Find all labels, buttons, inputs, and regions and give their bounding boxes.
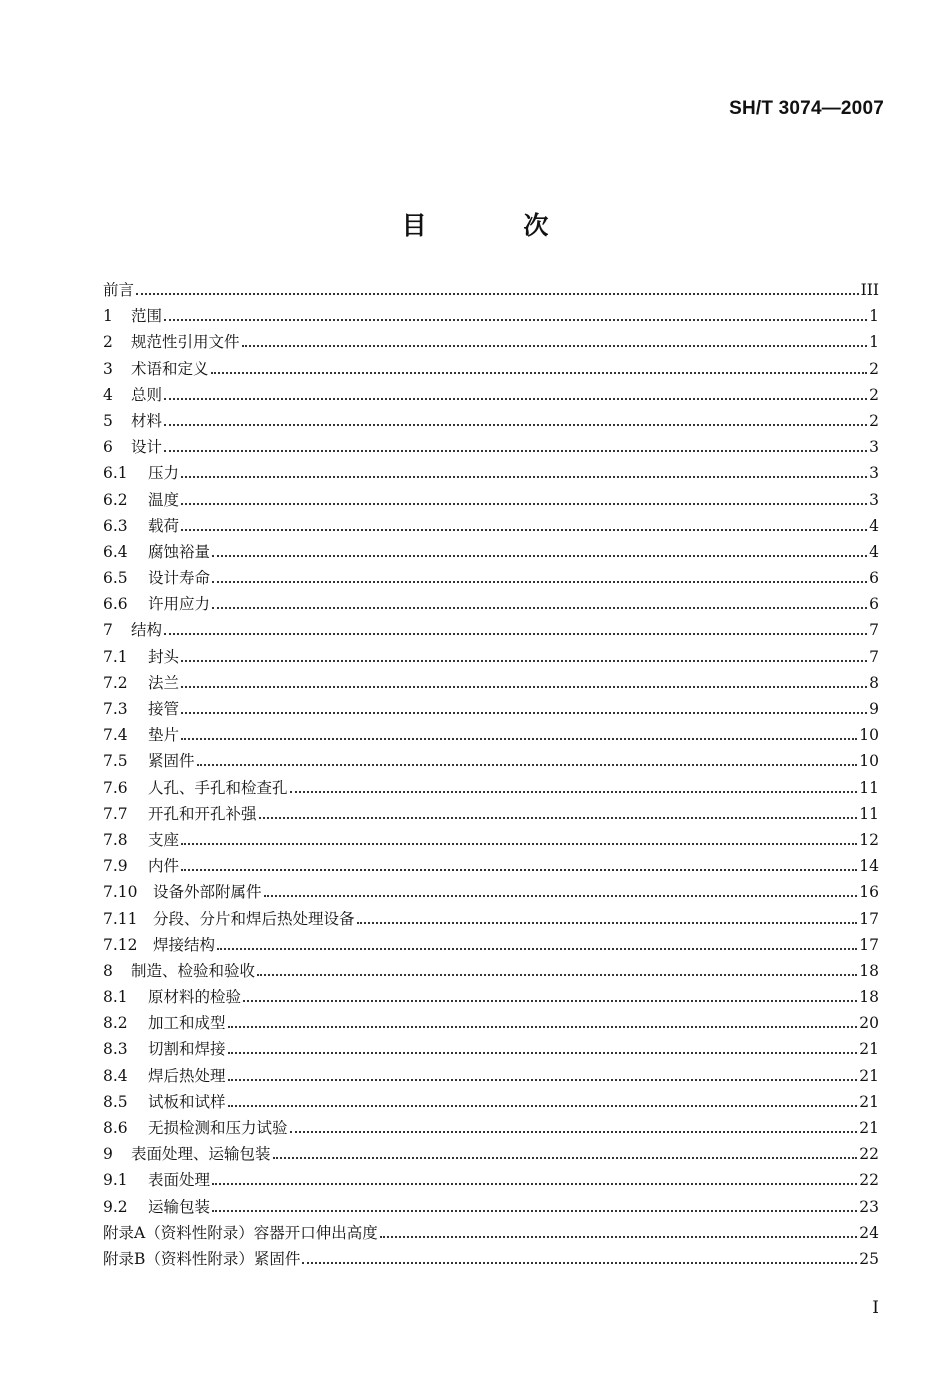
dot-leader (181, 529, 867, 531)
toc-entry-number: 8.3 (103, 1040, 128, 1059)
toc-entry[interactable] (103, 802, 879, 828)
dot-leader (164, 319, 867, 321)
dot-leader (212, 555, 867, 557)
toc-entry-label: 法兰 (148, 673, 180, 692)
toc-entry-number: 7.1 (103, 647, 128, 666)
toc-entry-label: 表面处理、运输包装 (131, 1145, 271, 1164)
dot-leader (164, 450, 867, 452)
toc-entry-page: 12 (859, 830, 879, 849)
toc-entry-label: 焊后热处理 (148, 1066, 226, 1085)
dot-leader (290, 791, 858, 793)
dot-leader (290, 1131, 858, 1133)
toc-entry[interactable] (103, 1142, 879, 1168)
toc-entry-page: 11 (859, 804, 879, 823)
toc-entry[interactable] (103, 409, 879, 435)
toc-entry[interactable] (103, 1037, 879, 1063)
toc-entry-page: 14 (859, 857, 879, 876)
toc-entry[interactable] (103, 514, 879, 540)
dot-leader (242, 345, 868, 347)
page-title: 目 次 (401, 211, 593, 240)
toc-entry-number: 1 (103, 307, 113, 326)
toc-entry-number: 9.2 (103, 1197, 128, 1216)
toc-entry[interactable] (103, 461, 879, 487)
toc-entry-number: 3 (103, 359, 113, 378)
toc-entry-label: 紧固件 (148, 752, 195, 771)
toc-entry-page: 7 (869, 621, 879, 640)
toc-entry[interactable] (103, 330, 879, 356)
toc-entry-page: 22 (859, 1145, 879, 1164)
toc-entry[interactable] (103, 592, 879, 618)
toc-entry[interactable] (103, 566, 879, 592)
toc-entry-number: 8 (103, 961, 113, 980)
toc-entry-page: 21 (859, 1119, 879, 1137)
toc-entry-number: 7.5 (103, 752, 128, 771)
toc-entry-label: 规范性引用文件 (131, 333, 240, 352)
toc-entry-page: 4 (869, 542, 879, 561)
toc-entry[interactable] (103, 383, 879, 409)
toc-entry-label: 范围 (131, 307, 163, 326)
toc-entry[interactable] (103, 776, 879, 802)
toc-entry[interactable] (103, 697, 879, 723)
toc-entry[interactable] (103, 1221, 879, 1247)
toc-entry-number: 6.4 (103, 542, 128, 561)
toc-entry-label: 垫片 (148, 726, 180, 745)
toc-entry-number: 5 (103, 411, 113, 430)
dot-leader (259, 817, 858, 819)
toc-entry-number: 8.1 (103, 988, 128, 1007)
toc-entry-number: 8.4 (103, 1066, 128, 1085)
dot-leader (181, 869, 857, 871)
toc-entry-number: 9.1 (103, 1171, 128, 1190)
toc-entry-page: 18 (859, 961, 879, 980)
toc-entry-label: 总则 (131, 385, 163, 404)
toc-entry[interactable] (103, 540, 879, 566)
toc-entry-label: 设计 (131, 438, 163, 457)
toc-entry[interactable] (103, 488, 879, 514)
dot-leader (197, 764, 858, 766)
dot-leader (181, 843, 857, 845)
toc-entry-page: 2 (869, 359, 879, 378)
dot-leader (264, 895, 858, 897)
toc-entry-page: 17 (859, 909, 879, 928)
dot-leader (181, 476, 867, 478)
toc-entry-page: 9 (869, 700, 879, 718)
document-code: SH/T 3074—2007 (729, 98, 884, 119)
toc-entry-number: 8.2 (103, 1014, 128, 1033)
toc-entry-number: 7.2 (103, 673, 128, 692)
dot-leader (136, 293, 859, 295)
toc-entry-label: 内件 (148, 857, 180, 876)
toc-entry[interactable] (103, 1168, 879, 1194)
toc-entry-page: 22 (859, 1171, 879, 1190)
toc-entry[interactable] (103, 985, 879, 1011)
toc-entry-page: 1 (869, 333, 879, 352)
dot-leader (357, 922, 858, 924)
toc-entry-label: 接管 (148, 700, 180, 718)
dot-leader (228, 1079, 858, 1081)
toc-entry-page: 16 (859, 883, 879, 902)
toc-entry-number: 7.9 (103, 857, 128, 876)
toc-entry-label: 表面处理 (148, 1171, 211, 1190)
toc-entry-label: 材料 (131, 411, 163, 430)
dot-leader (164, 424, 867, 426)
dot-leader (212, 1210, 857, 1212)
toc-entry-page: 6 (869, 595, 879, 614)
toc-entry-label: 切割和焊接 (148, 1040, 226, 1059)
page-number: I (872, 1298, 879, 1318)
toc-entry-label: 支座 (148, 830, 180, 849)
toc-entry[interactable] (103, 854, 879, 880)
toc-entry-label: 加工和成型 (148, 1014, 226, 1033)
toc-entry-page: 2 (869, 411, 879, 430)
toc-entry[interactable] (103, 304, 879, 330)
toc-entry-page: 3 (869, 464, 879, 483)
toc-entry-page: 21 (859, 1040, 879, 1059)
toc-entry-label: 设计寿命 (148, 569, 211, 588)
toc-entry[interactable] (103, 933, 879, 959)
toc-entry-number: 7.4 (103, 726, 128, 745)
toc-entry[interactable] (103, 671, 879, 697)
dot-leader (164, 633, 867, 635)
toc-entry[interactable] (103, 959, 879, 985)
toc-entry-label: 人孔、手孔和检查孔 (148, 778, 288, 797)
toc-entry-number: 9 (103, 1145, 113, 1164)
dot-leader (212, 607, 867, 609)
dot-leader (181, 503, 867, 505)
toc-entry-label: 焊接结构 (153, 935, 216, 954)
toc-entry-label: 许用应力 (148, 595, 211, 614)
toc-entry-label: 压力 (148, 464, 180, 483)
dot-leader (243, 1000, 857, 1002)
dot-leader (257, 974, 857, 976)
toc-entry-page: 8 (869, 673, 879, 692)
toc-entry-page: 7 (869, 647, 879, 666)
toc-entry-page: 3 (869, 490, 879, 509)
toc-entry-page: 24 (859, 1223, 879, 1242)
toc-entry-number: 7.12 (103, 935, 138, 954)
toc-entry-number: 7.10 (103, 883, 138, 902)
toc-entry[interactable] (103, 828, 879, 854)
toc-entry-number: 7 (103, 621, 113, 640)
dot-leader (380, 1236, 858, 1238)
toc-entry-label: 载荷 (148, 516, 180, 535)
dot-leader (181, 686, 867, 688)
toc-entry-page: 17 (859, 935, 879, 954)
toc-entry[interactable] (103, 435, 879, 461)
toc-entry[interactable] (103, 1116, 879, 1142)
toc-entry-page: 18 (859, 988, 879, 1007)
toc-entry-label: 附录B（资料性附录）紧固件 (103, 1249, 301, 1268)
toc-entry-number: 7.7 (103, 804, 128, 823)
toc-entry-page: 10 (859, 726, 879, 745)
toc-entry-page: 23 (859, 1197, 879, 1216)
toc-entry-number: 6.2 (103, 490, 128, 509)
toc-entry-label: 制造、检验和验收 (131, 961, 256, 980)
toc-entry-page: 20 (859, 1014, 879, 1033)
toc-entry-label: 设备外部附属件 (153, 883, 262, 902)
toc-entry[interactable] (103, 749, 879, 775)
toc-entry[interactable] (103, 1090, 879, 1116)
toc-entry-label: 运输包装 (148, 1197, 211, 1216)
dot-leader (228, 1026, 858, 1028)
toc-entry-page: 3 (869, 438, 879, 457)
dot-leader (212, 1183, 857, 1185)
toc-entry-page: 11 (859, 778, 879, 797)
toc-entry-page: 4 (869, 516, 879, 535)
toc-entry-page: 1 (869, 307, 879, 326)
table-of-contents (103, 278, 879, 1273)
toc-entry[interactable] (103, 907, 879, 933)
dot-leader (273, 1157, 858, 1159)
toc-entry-number: 7.3 (103, 700, 128, 718)
dot-leader (164, 398, 867, 400)
toc-entry-number: 8.6 (103, 1119, 128, 1137)
dot-leader (181, 712, 867, 714)
toc-entry[interactable] (103, 1064, 879, 1090)
toc-entry[interactable] (103, 618, 879, 644)
toc-entry-label: 温度 (148, 490, 180, 509)
toc-entry-number: 7.11 (103, 909, 138, 928)
toc-entry-label: 腐蚀裕量 (148, 542, 211, 561)
toc-entry-page: 25 (859, 1249, 879, 1268)
toc-entry[interactable] (103, 1195, 879, 1221)
toc-entry-number: 2 (103, 333, 113, 352)
toc-entry-label: 封头 (148, 647, 180, 666)
toc-entry-number: 6.3 (103, 516, 128, 535)
toc-entry-label: 结构 (131, 621, 163, 640)
toc-entry-number: 6.6 (103, 595, 128, 614)
toc-entry-label: 附录A（资料性附录）容器开口伸出高度 (103, 1223, 378, 1242)
dot-leader (228, 1105, 858, 1107)
toc-entry-page: 21 (859, 1092, 879, 1111)
toc-entry[interactable] (103, 1247, 879, 1273)
dot-leader (217, 948, 857, 950)
toc-entry[interactable] (103, 880, 879, 906)
dot-leader (228, 1052, 858, 1054)
toc-entry-label: 试板和试样 (148, 1092, 226, 1111)
dot-leader (181, 738, 857, 740)
toc-entry-label: 术语和定义 (131, 359, 209, 378)
toc-entry[interactable] (103, 357, 879, 383)
toc-entry-page: 10 (859, 752, 879, 771)
toc-entry-number: 6 (103, 438, 113, 457)
toc-entry-number: 7.6 (103, 778, 128, 797)
toc-entry[interactable] (103, 723, 879, 749)
toc-entry-label: 开孔和开孔补强 (148, 804, 257, 823)
toc-entry-page: III (860, 281, 879, 299)
toc-entry-label: 原材料的检验 (148, 988, 242, 1007)
dot-leader (181, 660, 867, 662)
toc-entry-number: 6.5 (103, 569, 128, 588)
toc-entry[interactable] (103, 278, 879, 304)
dot-leader (211, 372, 868, 374)
toc-entry-number: 8.5 (103, 1092, 128, 1111)
toc-entry[interactable] (103, 645, 879, 671)
toc-entry[interactable] (103, 1011, 879, 1037)
toc-entry-page: 2 (869, 385, 879, 404)
toc-entry-number: 6.1 (103, 464, 128, 483)
toc-entry-page: 6 (869, 569, 879, 588)
dot-leader (302, 1262, 857, 1264)
toc-entry-label: 无损检测和压力试验 (148, 1119, 288, 1137)
toc-entry-number: 4 (103, 385, 113, 404)
toc-entry-page: 21 (859, 1066, 879, 1085)
toc-entry-number: 7.8 (103, 830, 128, 849)
toc-entry-label: 前言 (103, 281, 135, 299)
toc-entry-label: 分段、分片和焊后热处理设备 (153, 909, 355, 928)
dot-leader (212, 581, 867, 583)
